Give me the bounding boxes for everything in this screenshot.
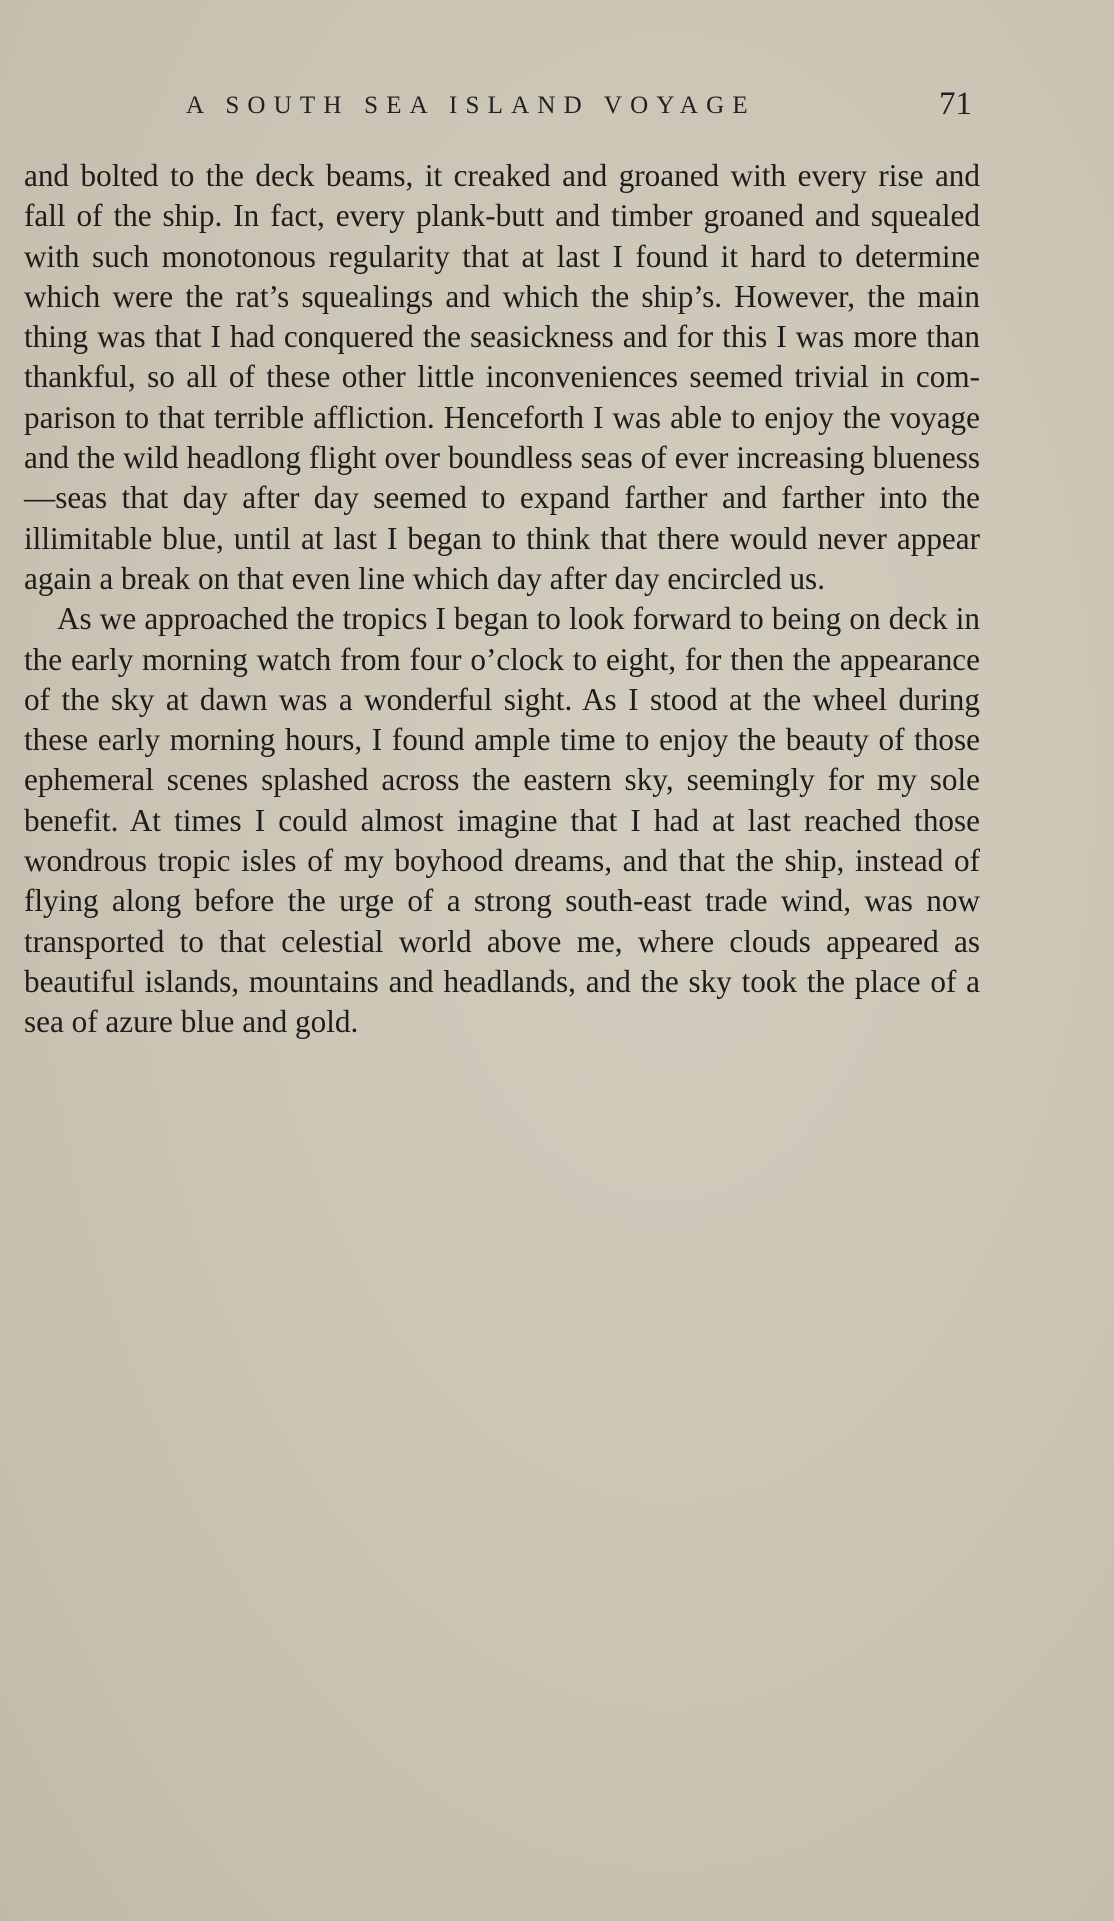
body-text <box>24 156 980 1043</box>
paragraph-1: and bolted to the deck beams, it creaked and groaned with every rise and fall of the ship. In fact, every plank-butt and timber groaned and squealed with such monotonous regularity that at last I found it hard to determine which were the rat’s squealings and which the ship’s. However, the main thing was that I had conquered the seasickness and for this I was more than thankful, so all of these other little inconveniences seemed trivial in com-parison to that terrible affliction. Henceforth I was able to enjoy the voyage and the wild headlong flight over boundless seas of ever increasing blueness—seas that day after day seemed to expand farther and farther into the illimitable blue, until at last I began to think that there would never appear again a break on that even line which day after day encircled us. <box>24 158 980 596</box>
paragraph-2: As we approached the tropics I began to look forward to being on deck in the early morning watch from four o’clock to eight, for then the appearance of the sky at dawn was a wonderful sight. As I stood at the wheel during these early morning hours, I found ample time to enjoy the beauty of those ephemeral scenes splashed across the eastern sky, seemingly for my sole benefit. At times I could almost imagine that I had at last reached those wondrous tropic isles of my boyhood dreams, and that the ship, instead of flying along before the urge of a strong south-east trade wind, was now transported to that celestial world above me, where clouds appeared as beautiful islands, mountains and headlands, and the sky took the place of a sea of azure blue and gold. <box>24 601 980 1040</box>
page-number: 71 <box>939 86 972 122</box>
running-head-title: A SOUTH SEA ISLAND VOYAGE <box>186 92 756 119</box>
